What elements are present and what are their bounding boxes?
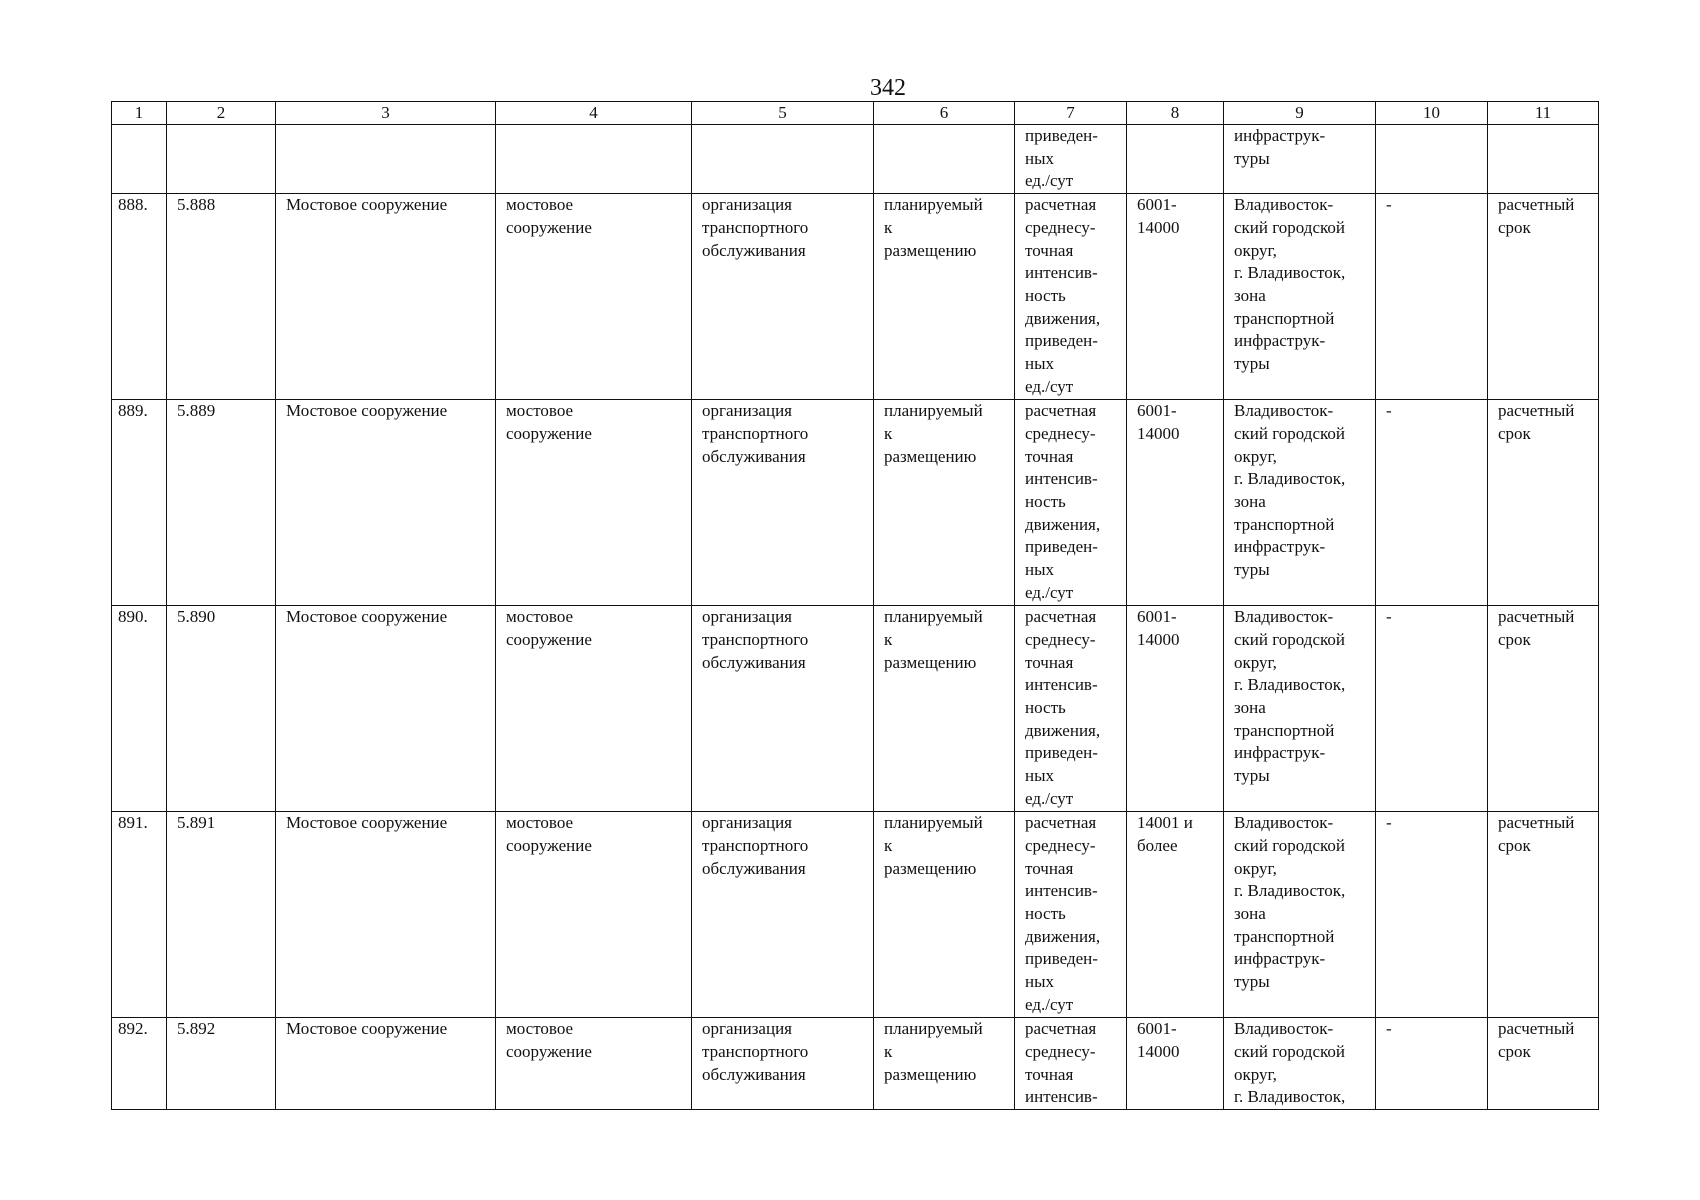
purpose-cell: организация транспортного обслуживания (692, 194, 874, 400)
table-cell (276, 125, 496, 194)
characteristic-cell: расчетная среднесу- точная интенсив- ность движения, приведен- ных ед./сут (1015, 400, 1127, 606)
column-number: 5 (692, 102, 874, 125)
characteristic-cell: расчетная среднесу- точная интенсив- ность движения, приведен- ных ед./сут (1015, 812, 1127, 1018)
column-number: 1 (112, 102, 167, 125)
location-cell: Владивосток- ский городской округ, г. Владивосток, зона транспортной инфраструк- туры (1224, 194, 1376, 400)
table-cell (874, 125, 1015, 194)
purpose-cell: организация транспортного обслуживания (692, 812, 874, 1018)
column-number: 10 (1376, 102, 1488, 125)
value-cell: 6001- 14000 (1127, 1018, 1224, 1110)
table-row (112, 606, 1599, 812)
name-cell: Мостовое сооружение (276, 812, 496, 1018)
table-cell (496, 125, 692, 194)
page-number: 342 (870, 75, 906, 101)
term-cell: расчетный срок (1488, 194, 1599, 400)
column-number: 3 (276, 102, 496, 125)
name-cell: Мостовое сооружение (276, 194, 496, 400)
zone-cell: - (1376, 606, 1488, 812)
column-number-row (112, 102, 1599, 125)
purpose-cell: организация транспортного обслуживания (692, 400, 874, 606)
type-cell: мостовое сооружение (496, 1018, 692, 1110)
table-cell (1488, 125, 1599, 194)
row-number-cell: 889. (112, 400, 167, 606)
table-cell (1127, 125, 1224, 194)
type-cell: мостовое сооружение (496, 812, 692, 1018)
location-cell: Владивосток- ский городской округ, г. Владивосток, зона транспортной инфраструк- туры (1224, 812, 1376, 1018)
term-cell: расчетный срок (1488, 1018, 1599, 1110)
location-cell: инфраструк- туры (1224, 125, 1376, 194)
value-cell: 6001- 14000 (1127, 606, 1224, 812)
continuation-row (112, 125, 1599, 194)
name-cell: Мостовое сооружение (276, 1018, 496, 1110)
zone-cell: - (1376, 1018, 1488, 1110)
row-number-cell: 890. (112, 606, 167, 812)
row-number-cell: 888. (112, 194, 167, 400)
table-cell (1376, 125, 1488, 194)
status-cell: планируемый к размещению (874, 606, 1015, 812)
name-cell: Мостовое сооружение (276, 606, 496, 812)
table-cell (167, 125, 276, 194)
row-number-cell: 892. (112, 1018, 167, 1110)
register-table (111, 101, 1599, 1110)
zone-cell: - (1376, 812, 1488, 1018)
column-number: 7 (1015, 102, 1127, 125)
status-cell: планируемый к размещению (874, 400, 1015, 606)
value-cell: 6001- 14000 (1127, 400, 1224, 606)
zone-cell: - (1376, 194, 1488, 400)
characteristic-cell: расчетная среднесу- точная интенсив- ность движения, приведен- ных ед./сут (1015, 606, 1127, 812)
status-cell: планируемый к размещению (874, 812, 1015, 1018)
zone-cell: - (1376, 400, 1488, 606)
code-cell: 5.889 (167, 400, 276, 606)
code-cell: 5.891 (167, 812, 276, 1018)
characteristic-cell: приведен- ных ед./сут (1015, 125, 1127, 194)
value-cell: 14001 и более (1127, 812, 1224, 1018)
type-cell: мостовое сооружение (496, 606, 692, 812)
location-cell: Владивосток- ский городской округ, г. Владивосток, (1224, 1018, 1376, 1110)
table-row (112, 1018, 1599, 1110)
status-cell: планируемый к размещению (874, 1018, 1015, 1110)
column-number: 8 (1127, 102, 1224, 125)
code-cell: 5.888 (167, 194, 276, 400)
type-cell: мостовое сооружение (496, 400, 692, 606)
status-cell: планируемый к размещению (874, 194, 1015, 400)
column-number: 11 (1488, 102, 1599, 125)
table-cell (112, 125, 167, 194)
row-number-cell: 891. (112, 812, 167, 1018)
term-cell: расчетный срок (1488, 400, 1599, 606)
code-cell: 5.890 (167, 606, 276, 812)
characteristic-cell: расчетная среднесу- точная интенсив- ность движения, приведен- ных ед./сут (1015, 194, 1127, 400)
purpose-cell: организация транспортного обслуживания (692, 1018, 874, 1110)
location-cell: Владивосток- ский городской округ, г. Владивосток, зона транспортной инфраструк- туры (1224, 606, 1376, 812)
characteristic-cell: расчетная среднесу- точная интенсив- (1015, 1018, 1127, 1110)
column-number: 9 (1224, 102, 1376, 125)
term-cell: расчетный срок (1488, 606, 1599, 812)
column-number: 6 (874, 102, 1015, 125)
table-cell (692, 125, 874, 194)
table-row (112, 400, 1599, 606)
name-cell: Мостовое сооружение (276, 400, 496, 606)
column-number: 2 (167, 102, 276, 125)
value-cell: 6001- 14000 (1127, 194, 1224, 400)
code-cell: 5.892 (167, 1018, 276, 1110)
location-cell: Владивосток- ский городской округ, г. Владивосток, зона транспортной инфраструк- туры (1224, 400, 1376, 606)
table-row (112, 812, 1599, 1018)
purpose-cell: организация транспортного обслуживания (692, 606, 874, 812)
column-number: 4 (496, 102, 692, 125)
term-cell: расчетный срок (1488, 812, 1599, 1018)
table-row (112, 194, 1599, 400)
type-cell: мостовое сооружение (496, 194, 692, 400)
